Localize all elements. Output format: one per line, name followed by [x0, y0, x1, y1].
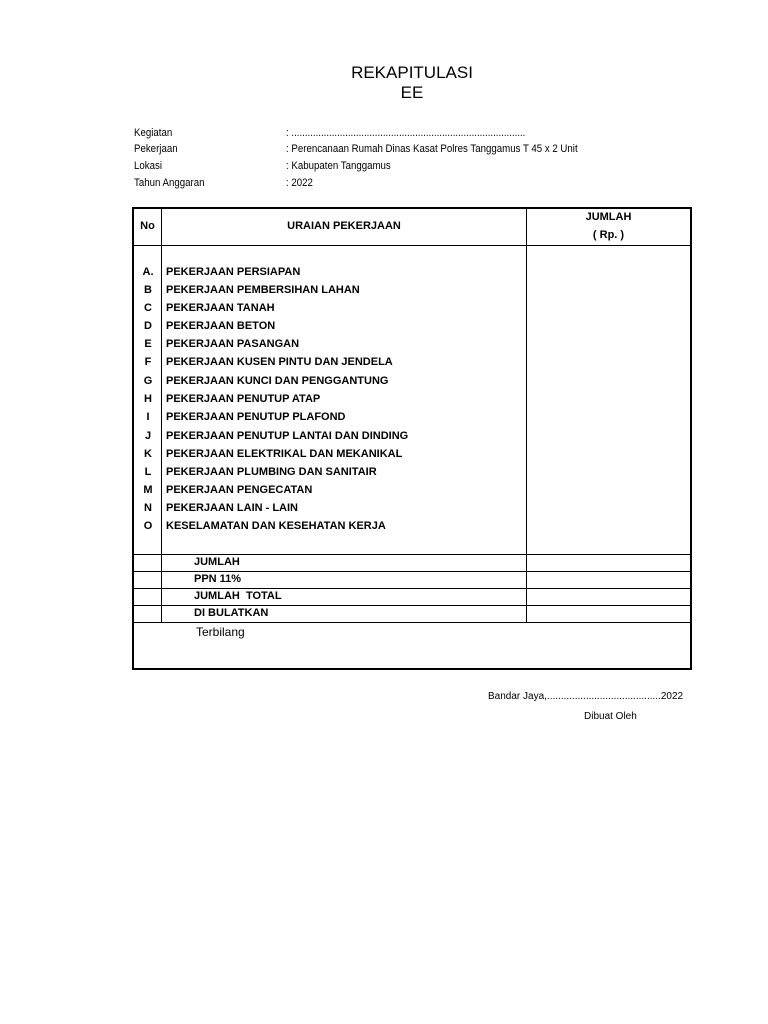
summary-jumlah: JUMLAH: [194, 556, 240, 568]
item-description: PEKERJAAN KUSEN PINTU DAN JENDELA: [166, 356, 393, 368]
item-letter: I: [146, 411, 150, 423]
column-divider: [526, 209, 527, 622]
meta-row-tahun-anggaran: [134, 175, 734, 191]
meta-row-pekerjaan: [134, 141, 734, 157]
meta-label: Pekerjaan: [134, 143, 178, 155]
item-description: PEKERJAAN PLUMBING DAN SANITAIR: [166, 466, 377, 478]
document-title-line2: EE: [400, 83, 424, 102]
item-letter: G: [143, 375, 153, 387]
item-description: KESELAMATAN DAN KESEHATAN KERJA: [166, 520, 386, 532]
summary-divider: [134, 622, 690, 623]
header-divider: [134, 245, 690, 246]
meta-label: Tahun Anggaran: [134, 177, 205, 189]
document-title-line1: REKAPITULASI: [351, 63, 473, 82]
item-letter: O: [143, 520, 153, 532]
summary-divider: [134, 571, 690, 572]
item-letter: K: [144, 448, 152, 460]
column-header-uraian: URAIAN PEKERJAAN: [287, 220, 401, 232]
column-header-jumlah: JUMLAH: [585, 211, 632, 223]
place-date: Bandar Jaya,.........................................2022: [488, 691, 684, 702]
item-description: PEKERJAAN PENUTUP LANTAI DAN DINDING: [166, 430, 409, 442]
meta-value: : Perencanaan Rumah Dinas Kasat Polres Tanggamus T 45 x 2 Unit: [286, 143, 578, 155]
terbilang-label: Terbilang: [196, 625, 245, 639]
summary-divider: [134, 554, 690, 555]
item-letter: E: [144, 338, 152, 350]
column-header-jumlah-unit: ( Rp. ): [592, 229, 625, 241]
summary-divider: [134, 605, 690, 606]
item-description: PEKERJAAN LAIN - LAIN: [166, 502, 299, 514]
made-by-label: Dibuat Oleh: [584, 711, 637, 722]
meta-value: : .......................................................................................: [286, 127, 526, 139]
summary-ppn: PPN 11%: [194, 573, 242, 585]
meta-value: : 2022: [286, 177, 313, 189]
item-description: PEKERJAAN PEMBERSIHAN LAHAN: [166, 284, 360, 296]
item-letter: D: [144, 320, 152, 332]
item-description: PEKERJAAN PENUTUP PLAFOND: [166, 411, 346, 423]
item-description: PEKERJAAN PERSIAPAN: [166, 266, 301, 278]
column-header-no: No: [140, 220, 155, 232]
item-description: PEKERJAAN BETON: [166, 320, 276, 332]
summary-jumlah-total: JUMLAH TOTAL: [194, 590, 282, 602]
summary-dibulatkan: DI BULATKAN: [194, 607, 269, 619]
item-description: PEKERJAAN KUNCI DAN PENGGANTUNG: [166, 375, 389, 387]
item-letter: A.: [142, 266, 154, 278]
meta-value: : Kabupaten Tanggamus: [286, 160, 391, 172]
meta-label: Lokasi: [134, 160, 162, 172]
item-description: PEKERJAAN ELEKTRIKAL DAN MEKANIKAL: [166, 448, 403, 460]
meta-label: Kegiatan: [134, 127, 173, 139]
item-description: PEKERJAAN PENGECATAN: [166, 484, 313, 496]
item-letter: L: [144, 466, 152, 478]
meta-row-lokasi: [134, 158, 734, 174]
item-description: PEKERJAAN PASANGAN: [166, 338, 300, 350]
recap-table: [132, 207, 692, 670]
item-letter: M: [143, 484, 153, 496]
item-description: PEKERJAAN PENUTUP ATAP: [166, 393, 321, 405]
item-letter: H: [144, 393, 152, 405]
item-description: PEKERJAAN TANAH: [166, 302, 275, 314]
item-letter: N: [144, 502, 152, 514]
summary-divider: [134, 588, 690, 589]
item-letter: C: [144, 302, 152, 314]
item-letter: J: [144, 430, 152, 442]
item-letter: F: [144, 356, 152, 368]
meta-row-kegiatan: [134, 125, 734, 141]
item-letter: B: [144, 284, 152, 296]
